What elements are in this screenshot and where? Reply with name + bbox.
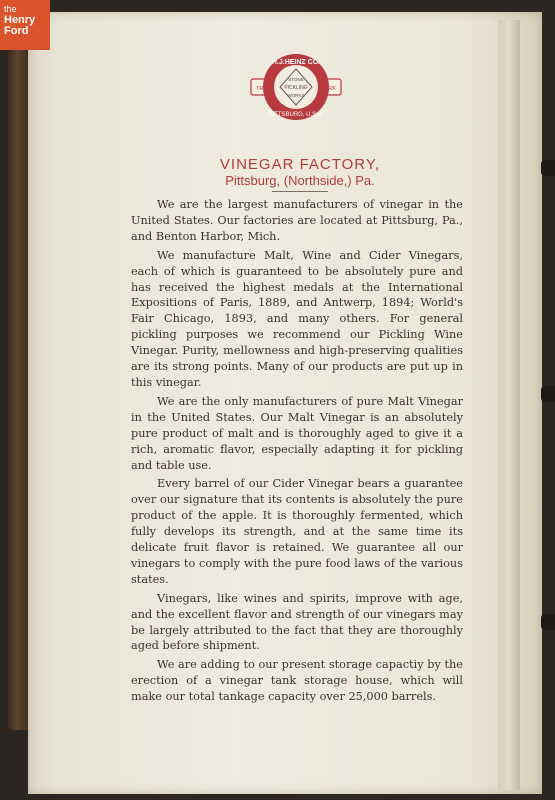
binding-clip	[541, 614, 555, 630]
document-body	[131, 197, 463, 708]
seal-left-text: TRADE	[256, 86, 275, 92]
paragraph: We are the only manufacturers of pure Malt Vinegar in the United States. Our Malt Vinegar is an absolutely pure product of malt and is thoroughly aged to give it a rich, aromatic flavor, especially adapting it for pickling and table use.	[131, 394, 463, 472]
title-divider	[272, 191, 328, 193]
paragraph: Every barrel of our Cider Vinegar bears a guarantee over our signature that its contents is absolutely the pure product of the apple. It is thoroughly fermented, which fully develops its strength, and at the same time its delicate fruit flavor is retained. We guarantee all our vinegars to comply with the pure food laws of the various states.	[131, 477, 463, 586]
binding-clip	[541, 160, 555, 176]
seal-right-text: MARK	[320, 86, 336, 92]
paragraph: We manufacture Malt, Wine and Cider Vinegars, each of which is guaranteed to be absolutely pure and has received the highest medals at the International Expositions of Paris, 1889, and Antwerp, 1894; World's Fair Chicago, 1893, and many others. For general pickling purposes we recommend our Pickling Wine Vinegar. Purity, mellowness and high-preserving qualities are its strong points. Many of our products are put up in this vinegar.	[131, 248, 463, 389]
binding-clip	[541, 386, 555, 402]
watermark-ford: Ford	[4, 25, 29, 37]
page-subtitle: Pittsburg, (Northside,) Pa.	[225, 173, 375, 188]
book-binding	[8, 50, 30, 730]
seal-inner-line3: WORKS	[287, 93, 305, 98]
paragraph: Vinegars, like wines and spirits, improve with age, and the excellent flavor and strength of our vinegars may be largely attributed to the fact that they are thoroughly aged before shipment.	[131, 591, 463, 653]
seal-inner-line2: PICKLING	[284, 85, 308, 91]
watermark-the: the	[4, 4, 17, 14]
watermark-henry: Henry	[4, 14, 36, 26]
heinz-trademark-seal	[250, 52, 342, 122]
seal-bottom-text: PITTSBURG, U.S.A.	[268, 112, 324, 118]
paragraph: We are adding to our present storage capactiy by the erection of a vinegar tank storage house, which will make our total tankage capacity over 25,000 barrels.	[131, 658, 463, 704]
page-edge	[498, 20, 520, 790]
page-title: VINEGAR FACTORY,	[219, 156, 381, 173]
seal-top-text: H.J.HEINZ CO.	[271, 59, 321, 66]
paragraph: We are the largest manufacturers of vinegar in the United States. Our factories are located at Pittsburg, Pa., and Benton Harbor, Mich.	[131, 198, 463, 243]
henry-ford-watermark	[0, 0, 50, 50]
seal-inner-line1: STONE	[288, 77, 304, 82]
